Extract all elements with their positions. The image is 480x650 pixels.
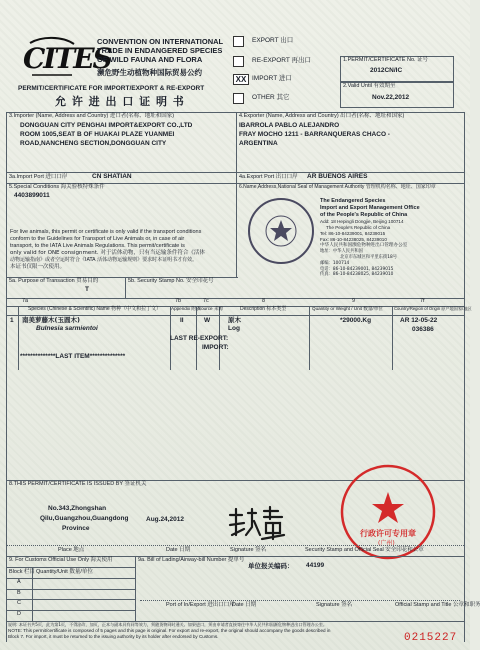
field5b-label: 5b. Security Stamp No. 安全印花号 <box>128 278 214 284</box>
origin-no: 036386 <box>412 326 434 333</box>
description-en: Log <box>228 325 240 332</box>
importer-line1: DONGGUAN CITY PENGHAI IMPORT&EXPORT CO.,LTD <box>20 122 193 129</box>
species-cn: 南美萝藤木(玉圆木) <box>22 316 80 324</box>
note-en2: Block 7. For import, it must be returned to the issuing authority by its holder after endorsed by Customs. <box>8 634 219 639</box>
authority-line10: 北京市东城区和平里东街18号 <box>340 255 398 260</box>
management-authority-seal <box>246 196 316 266</box>
col-7b: 7b <box>175 298 182 304</box>
stamp-sub-text: (广州) <box>378 540 395 547</box>
field4-label: 4.Exporter (Name, Address and Country) 出口者(名称、地址和国家) <box>239 113 405 119</box>
species-latin: Bulnesia sarmientoi <box>36 325 98 332</box>
note-en1: NOTE: This permit/certificate is composed of 5 pages and this page is original. For export and re-export, the original should accompany the goods described in <box>8 628 331 633</box>
field8-label: 8.THIS PERMIT/CERTIFICATE IS ISSUED BY 签证机关 <box>9 481 147 487</box>
unit-code-value: 44199 <box>306 562 325 569</box>
field9a-label: 9a. Bill of Lading/Airway-bill Number 提单号 <box>138 557 245 563</box>
valid-until: Nov.22,2012 <box>372 94 410 101</box>
bottom-signature-label: Signature 签名 <box>316 602 353 608</box>
authority-line13: 传真：86-10-84238025, 84239010 <box>320 272 394 277</box>
convention-line3: OF WILD FAUNA AND FLORA <box>97 55 203 64</box>
signature-label: Signature 签名 <box>230 547 267 553</box>
issuer-line1: No.343,Zhongshan <box>48 505 107 512</box>
issuer-line3: Province <box>62 525 90 532</box>
qty-unit-header: Quantity/Unit 数量/单位 <box>36 569 93 575</box>
bottom-stamp-label: Official Stamp and Title 公章和职务 <box>395 602 480 608</box>
import-checkbox[interactable]: XX <box>233 74 249 85</box>
convention-line2: TRADE IN ENDANGERED SPECIES <box>97 46 223 55</box>
last-item-line: **************LAST ITEM************** <box>20 353 126 360</box>
col-9: 9 <box>352 298 356 304</box>
appendix-value: II <box>180 317 184 324</box>
importer-line2: ROOM 1005,SEAT B OF HUAKAI PLAZE YUANMEI <box>20 131 175 138</box>
field3a-label: 3a.Import Port 进口口岸 <box>9 174 68 180</box>
authority-line5: The People's Republic of China <box>326 225 391 230</box>
col-7f: 7f <box>420 298 425 304</box>
re-export-label: RE-EXPORT 再出口 <box>252 57 311 64</box>
field5-text4: only valid for ONE consignment. 对于活体动物，只有当运输条件符合《活体 <box>10 250 205 256</box>
field5-label: 5.Special Conditions 海关验核特殊条件 <box>9 184 105 190</box>
port-label: Port of In/Export 进出口口岸 <box>166 602 235 608</box>
description-cn: 原木 <box>228 316 241 324</box>
field4a-label: 4a.Export Port 出口口岸 <box>239 174 298 180</box>
field5-text6: 本证书仅限一次使用。 <box>10 264 66 270</box>
authority-line11: 邮编：100714 <box>320 261 350 266</box>
row-index: 1 <box>10 317 14 324</box>
place-label: Place 地点 <box>58 547 85 553</box>
block-row-b: B <box>17 590 21 596</box>
hs-code: 4403899011 <box>14 192 50 199</box>
exporter-line1: IBARROLA PABLO ALEJANDRO <box>239 122 340 129</box>
col-7a: 7a <box>22 298 29 304</box>
source-value: W <box>204 317 211 324</box>
field9-label: 9. For Customs Official Use Only 海关使用 <box>9 557 113 563</box>
field6-label: 6.Name,Address,National Seal of Management Authority 管理机构名称、地址、国家印章 <box>239 184 436 190</box>
import-label-row: IMPORT: <box>202 344 229 351</box>
field5a-label: 5a. Purpose of Transaction 贸易目的 <box>9 278 99 284</box>
other-label: OTHER 其它 <box>252 94 290 101</box>
origin-code: AR 12-05-22 <box>400 317 438 324</box>
exporter-line3: ARGENTINA <box>239 140 278 147</box>
authority-line9: 地址：中华人民共和国 <box>320 249 363 254</box>
field5-text5: 动物运输指南》或者空运时符合《IATA 活体动物运输规则》要求时本证明书才有效。 <box>10 257 198 263</box>
col-description-header: Description 标本类型 <box>240 306 287 312</box>
re-export-checkbox[interactable] <box>233 56 244 67</box>
cites-logo <box>22 38 111 78</box>
exporter-line2: FRAY MOCHO 1211 - BARRANQUERAS CHACO - <box>239 131 390 138</box>
logo-text: CITES <box>23 42 111 75</box>
serial-number: 0215227 <box>404 632 458 644</box>
field2-label: 2.Valid Until 有效期至 <box>343 83 396 89</box>
last-re-export-label: LAST RE-EXPORT: <box>170 335 229 342</box>
bottom-date-label: Date 日期 <box>232 602 257 608</box>
authority-line2: Import and Export Management Office <box>320 205 420 211</box>
authority-line12: 电话：86-10-84239001, 84239015 <box>320 267 394 272</box>
export-checkbox[interactable] <box>233 36 244 47</box>
permit-title: PERMIT/CERTIFICATE FOR IMPORT/EXPORT & RE-EXPORT <box>18 85 205 92</box>
note-cn: 说明: 本证书共5页，此为第1页，不得涂改、加页，正本与副本具有同等效力，须随货物同时通关。如果进口，须由申请者直接寄往中华人民共和国濒危物种进出口管理办公室。 <box>8 622 328 627</box>
col-country-header: Country/Region of Origin 原产地国家/地区 <box>394 306 472 311</box>
issue-date: Aug.24,2012 <box>146 516 184 523</box>
permit-title-cn: 允 许 进 出 口 证 明 书 <box>55 95 185 108</box>
importer-line3: ROAD,NANCHENG SECTION,DONGGUAN CITY <box>20 140 167 147</box>
authority-line7: Fax: 86-10-84238025, 84239010 <box>320 237 387 242</box>
field5-text1: For live animals, this permit or certificate is only valid if the transport conditions <box>10 229 202 235</box>
col-species-header: Species (Chinese & Scientific) Name 物种（中文和拉丁文） <box>28 306 162 312</box>
stamp-center-text: 行政许可专用章 <box>360 529 416 538</box>
col-source-header: Source 来源 <box>198 306 224 311</box>
block-header: Block 栏目 <box>9 569 35 575</box>
issuer-line2: Qilu,Guangzhou,Guangdong <box>40 515 129 522</box>
export-label: EXPORT 出口 <box>252 37 294 44</box>
permit-number: 2012CN/IC <box>370 67 403 74</box>
signature-mark <box>226 505 288 541</box>
import-port: CN SHATIAN <box>92 173 132 180</box>
authority-line1: The Endangered Species <box>320 198 386 204</box>
authority-line6: Tel: 86-10-84239001, 84239015 <box>320 231 386 236</box>
export-port: AR BUENOS AIRES <box>307 173 368 180</box>
field5-text3: transport, to the IATA Live Animals Regulations. This permit/certificate is <box>10 243 185 249</box>
authority-line4: Add: 18 Hepingli Dongjie, Beijing 100714 <box>320 219 404 224</box>
purpose-value: T <box>85 286 89 293</box>
seal-label: Security Stamp and Official Seal 安全印花和公章 <box>305 547 424 553</box>
authority-line8: 中华人民共和国濒危物种进出口管理办公室 <box>320 243 408 248</box>
block-row-d: D <box>17 611 21 617</box>
block-row-a: A <box>17 579 21 585</box>
block-row-c: C <box>17 600 21 606</box>
date-label: Date 日期 <box>166 547 191 553</box>
quantity-value: *29000.Kg <box>340 317 372 324</box>
col-7c: 7c <box>203 298 209 304</box>
field1-label: 1.PERMIT/CERTIFICATE No. 证号 <box>343 57 429 63</box>
convention-cn: 濒危野生动植物种国际贸易公约 <box>97 68 202 77</box>
import-label: IMPORT 进口 <box>252 75 292 82</box>
authority-line3: of the People's Republic of China <box>320 212 408 218</box>
col-appendix-header: Appendix 附表 <box>171 306 201 311</box>
unit-code-label: 单位报关编码： <box>248 562 294 570</box>
col-quantity-header: Quantity or Weight / Unit 数量/单位 <box>312 306 383 311</box>
field3-label: 3.Importer (Name, Address and Country) 进口者(名称、地址和国家) <box>9 113 175 119</box>
convention-line1: CONVENTION ON INTERNATIONAL <box>97 37 224 46</box>
other-checkbox[interactable] <box>233 93 244 104</box>
col-8: 8 <box>262 298 266 304</box>
field5-text2: conform to the Guidelines for Transport of Live Animals or, in case of air <box>10 236 185 242</box>
